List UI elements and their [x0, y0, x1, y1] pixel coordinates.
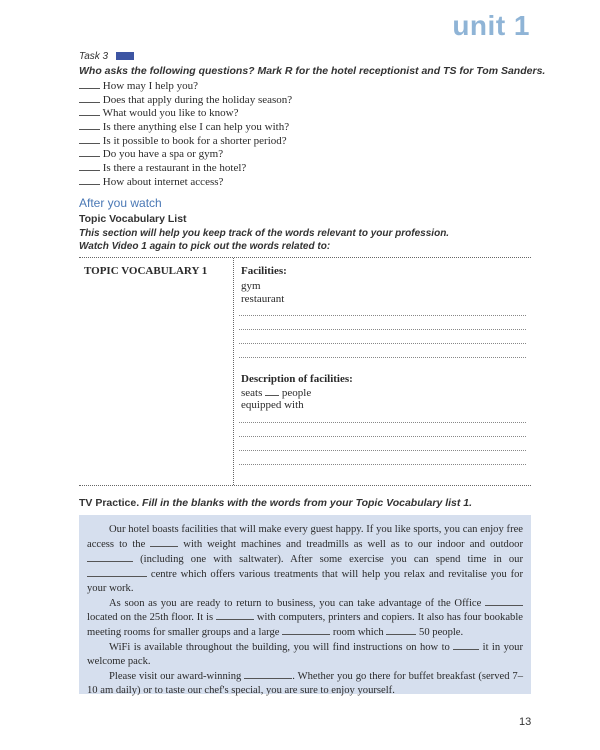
fill-blank[interactable] — [282, 625, 330, 635]
facility-write-line[interactable] — [239, 329, 526, 330]
tv-practice-text — [87, 523, 523, 698]
tv-practice-title: TV Practice. — [79, 497, 140, 509]
answer-blank[interactable] — [79, 134, 100, 144]
description-item-pre: seats — [241, 387, 263, 399]
text-segment: 50 people. — [419, 627, 464, 639]
text-segment: room which — [332, 627, 384, 639]
answer-blank[interactable] — [79, 175, 100, 185]
facility-write-line[interactable] — [239, 343, 526, 344]
page-number: 13 — [519, 716, 532, 728]
answer-blank[interactable] — [79, 147, 100, 157]
fill-blank[interactable] — [216, 610, 254, 620]
question-item — [79, 147, 292, 161]
fill-blank[interactable] — [386, 625, 416, 635]
facilities-label: Facilities: — [241, 265, 287, 277]
question-list — [79, 79, 292, 189]
facility-item: gym — [241, 280, 261, 292]
answer-blank[interactable] — [79, 79, 100, 89]
question-item — [79, 161, 292, 175]
fill-blank[interactable] — [453, 640, 479, 650]
question-text: Is there anything else I can help you with? — [102, 121, 290, 134]
description-item: equipped with — [241, 399, 304, 411]
text-segment: As soon as you are ready to return to business, you can take advantage of the Office — [109, 597, 482, 609]
description-blank[interactable] — [265, 386, 279, 396]
text-segment: WiFi is available throughout the building, you will find instructions on how to — [109, 642, 450, 654]
fill-blank[interactable] — [87, 567, 147, 577]
fill-blank[interactable] — [87, 552, 133, 562]
tv-practice-instruction: Fill in the blanks with the words from your Topic Vocabulary list 1. — [142, 497, 473, 509]
vocab-list-heading: Topic Vocabulary List — [79, 213, 187, 225]
answer-blank[interactable] — [79, 120, 100, 130]
text-segment: centre which offers various treatments that will help you relax and revitalise you for your work. — [87, 568, 523, 594]
description-write-line[interactable] — [239, 464, 526, 465]
text-segment: Please visit our award-winning — [109, 671, 242, 683]
unit-title: unit 1 — [452, 10, 530, 41]
question-text: How may I help you? — [102, 80, 199, 92]
question-item — [79, 134, 292, 148]
question-item — [79, 175, 292, 189]
after-watch-heading: After you watch — [79, 196, 162, 210]
tv-paragraph — [87, 523, 523, 596]
task-instruction: Who asks the following questions? Mark R for the hotel receptionist and TS for Tom Sanders. — [79, 65, 546, 77]
question-text: What would you like to know? — [102, 107, 239, 120]
description-write-line[interactable] — [239, 450, 526, 451]
question-text: Is it possible to book for a shorter period? — [102, 134, 287, 147]
tv-paragraph — [87, 596, 523, 641]
text-segment: Our hotel boasts facilities that will make every guest happy. If you like sports, you can enjoy free access to the — [87, 524, 523, 550]
question-text: Do you have a spa or gym? — [102, 148, 224, 161]
question-text: Is there a restaurant in the hotel? — [102, 162, 247, 175]
vocab-intro-line: This section will help you keep track of the words relevant to your profession. — [79, 228, 450, 239]
question-item — [79, 93, 292, 107]
tv-practice-heading — [79, 497, 472, 509]
question-item — [79, 79, 292, 93]
vocab-table-divider — [233, 258, 234, 485]
description-write-line[interactable] — [239, 422, 526, 423]
task-label-text: Task 3 — [79, 51, 109, 62]
text-segment: it in your welcome pack. — [87, 642, 523, 668]
vocab-intro-line: Watch Video 1 again to pick out the words related to: — [79, 241, 331, 252]
description-item-post: people — [281, 387, 312, 399]
facility-write-line[interactable] — [239, 315, 526, 316]
task-marker — [116, 52, 134, 60]
text-segment: (including one with saltwater). After some exercise you can spend time in our — [140, 553, 523, 565]
fill-blank[interactable] — [150, 537, 178, 547]
description-write-line[interactable] — [239, 436, 526, 437]
answer-blank[interactable] — [79, 93, 100, 103]
text-segment: with computers, printers and copiers. It also has four bookable meeting rooms for smaller groups and a large — [87, 612, 523, 639]
text-segment: . Whether you go there for buffet breakfast (served 7–10 am daily) or to taste our chef's special, you are sure to enjoy yourself. — [87, 671, 524, 696]
task-label — [79, 51, 134, 62]
question-item — [79, 120, 292, 134]
fill-blank[interactable] — [244, 669, 292, 679]
description-item — [241, 386, 311, 399]
tv-paragraph — [87, 669, 523, 698]
facility-item: restaurant — [241, 293, 285, 305]
answer-blank[interactable] — [79, 161, 100, 171]
text-segment: with weight machines and treadmills as well as to our indoor and outdoor — [183, 538, 523, 550]
vocab-table-title: TOPIC VOCABULARY 1 — [84, 265, 208, 277]
facility-write-line[interactable] — [239, 357, 526, 358]
tv-practice-box — [79, 515, 531, 694]
question-item — [79, 106, 292, 120]
fill-blank[interactable] — [485, 596, 523, 606]
text-segment: located on the 25th floor. It is — [87, 612, 214, 624]
vocab-intro — [79, 227, 449, 253]
question-text: How about internet access? — [102, 175, 224, 188]
description-label: Description of facilities: — [241, 373, 353, 385]
tv-paragraph — [87, 640, 523, 669]
answer-blank[interactable] — [79, 106, 100, 116]
question-text: Does that apply during the holiday season? — [102, 93, 293, 106]
vocab-table — [79, 257, 531, 486]
